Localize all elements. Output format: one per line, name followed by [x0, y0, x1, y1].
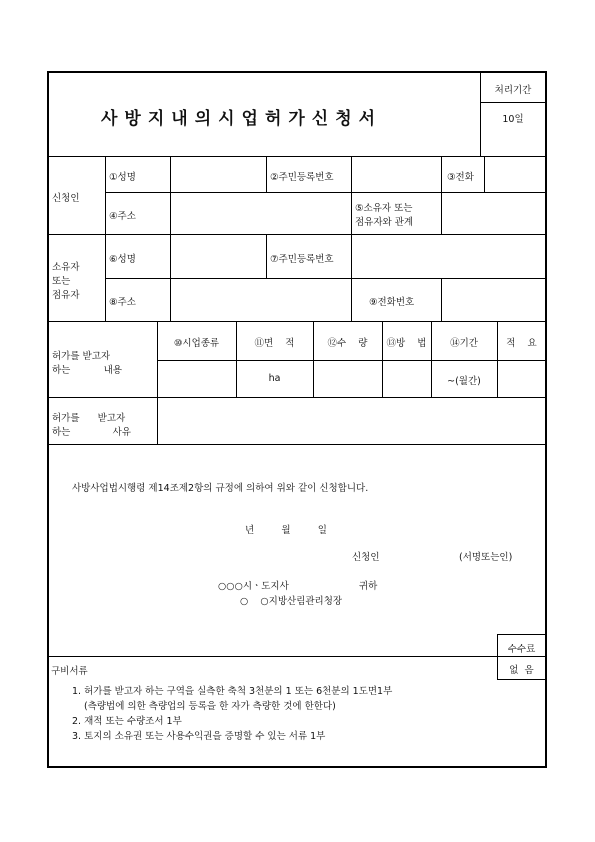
- permit-content-label-line1: 허가를 받고자: [52, 351, 111, 362]
- col-rule: [351, 192, 352, 234]
- applicant-address-field[interactable]: [171, 193, 350, 233]
- col-rule: [236, 321, 237, 397]
- document-item-1: 1. 허가를 받고자 하는 구역을 실측한 축척 3천분의 1 또는 6천분의 1도면1부: [72, 686, 393, 697]
- processing-period-label: 처리기간: [494, 85, 532, 96]
- applicant-phone-field[interactable]: [485, 157, 545, 191]
- col-rule: [441, 156, 442, 192]
- divider: [480, 102, 546, 103]
- row-rule: [497, 634, 546, 635]
- applicant-section-label: 신청인: [52, 193, 80, 204]
- fee-value: 없 음: [509, 665, 534, 676]
- applicant-phone-label: ③전화: [447, 172, 474, 183]
- applicant-resident-no-label: ②주민등록번호: [270, 172, 334, 183]
- period-placeholder: ~(월간): [447, 376, 481, 387]
- col-header-area: ⑪면 적: [254, 338, 295, 349]
- row-rule: [497, 679, 546, 680]
- permit-reason-field[interactable]: [158, 398, 545, 443]
- recipient-suffix: 귀하: [359, 581, 378, 592]
- applicant-sign-label: 신청인: [352, 552, 380, 563]
- relation-field[interactable]: [442, 193, 545, 233]
- permit-reason-label-line1: 허가를 받고자: [52, 413, 126, 424]
- fee-label: 수수료: [507, 644, 536, 655]
- row-rule: [48, 656, 546, 657]
- recipient-line1: ○○○시ㆍ도지사: [218, 581, 289, 592]
- documents-header: 구비서류: [51, 666, 88, 677]
- relation-label-line1: ⑤소유자 또는: [355, 203, 413, 214]
- remarks-field[interactable]: [498, 361, 545, 396]
- method-field[interactable]: [383, 361, 430, 396]
- col-rule: [266, 156, 267, 192]
- col-header-period: ⑭기간: [450, 338, 478, 349]
- col-header-remarks: 적 요: [506, 338, 537, 349]
- col-header-type: ⑩시업종류: [173, 338, 220, 349]
- col-rule: [105, 156, 106, 321]
- owner-section-label-line3: 점유자: [52, 290, 80, 301]
- document-item-1-note: (측량법에 의한 측량업의 등록을 한 자가 측량한 것에 한한다): [84, 701, 336, 712]
- owner-name-field[interactable]: [171, 235, 265, 277]
- relation-label-line2: 점유자와 관계: [355, 217, 414, 228]
- applicant-name-field[interactable]: [171, 157, 265, 191]
- applicant-address-label: ④주소: [109, 211, 136, 222]
- recipient-line2: ○ ○지방산림관리청장: [240, 596, 343, 607]
- permit-reason-label-line2: 하는 사유: [52, 427, 131, 438]
- row-rule: [48, 444, 546, 445]
- col-rule: [351, 278, 352, 321]
- col-header-quantity: ⑫수 량: [327, 338, 368, 349]
- owner-resident-no-label: ⑦주민등록번호: [270, 254, 334, 265]
- quantity-field[interactable]: [314, 361, 381, 396]
- statement-text: 사방사업법시행령 제14조제2항의 규정에 의하여 위와 같이 신청합니다.: [72, 483, 369, 494]
- permit-type-field[interactable]: [158, 361, 235, 396]
- owner-phone-label: ⑨전화번호: [369, 297, 415, 308]
- applicant-name-label: ①성명: [109, 172, 136, 183]
- owner-section-label-line1: 소유자: [52, 262, 80, 273]
- area-unit: ha: [268, 373, 281, 384]
- date-line: 년 월 일: [245, 525, 327, 536]
- owner-resident-no-field[interactable]: [352, 235, 545, 277]
- signature-label: (서명또는인): [459, 552, 513, 563]
- processing-period-value: 10일: [502, 114, 524, 125]
- owner-section-label-line2: 또는: [52, 276, 71, 287]
- row-rule: [48, 321, 546, 322]
- col-header-method: ⑬방 법: [386, 338, 427, 349]
- row-rule: [48, 156, 546, 157]
- document-item-3: 3. 토지의 소유권 또는 사용수익권을 증명할 수 있는 서류 1부: [72, 731, 326, 742]
- applicant-resident-no-field[interactable]: [352, 157, 440, 191]
- owner-name-label: ⑥성명: [109, 254, 136, 265]
- owner-phone-field[interactable]: [442, 279, 545, 320]
- permit-content-label-line2: 하는 내용: [52, 365, 122, 376]
- document-item-2: 2. 재적 또는 수량조서 1부: [72, 716, 182, 727]
- owner-address-label: ⑧주소: [109, 297, 136, 308]
- form-title: 사방지내의시업허가신청서: [101, 109, 383, 129]
- owner-address-field[interactable]: [171, 279, 350, 320]
- col-rule: [266, 234, 267, 278]
